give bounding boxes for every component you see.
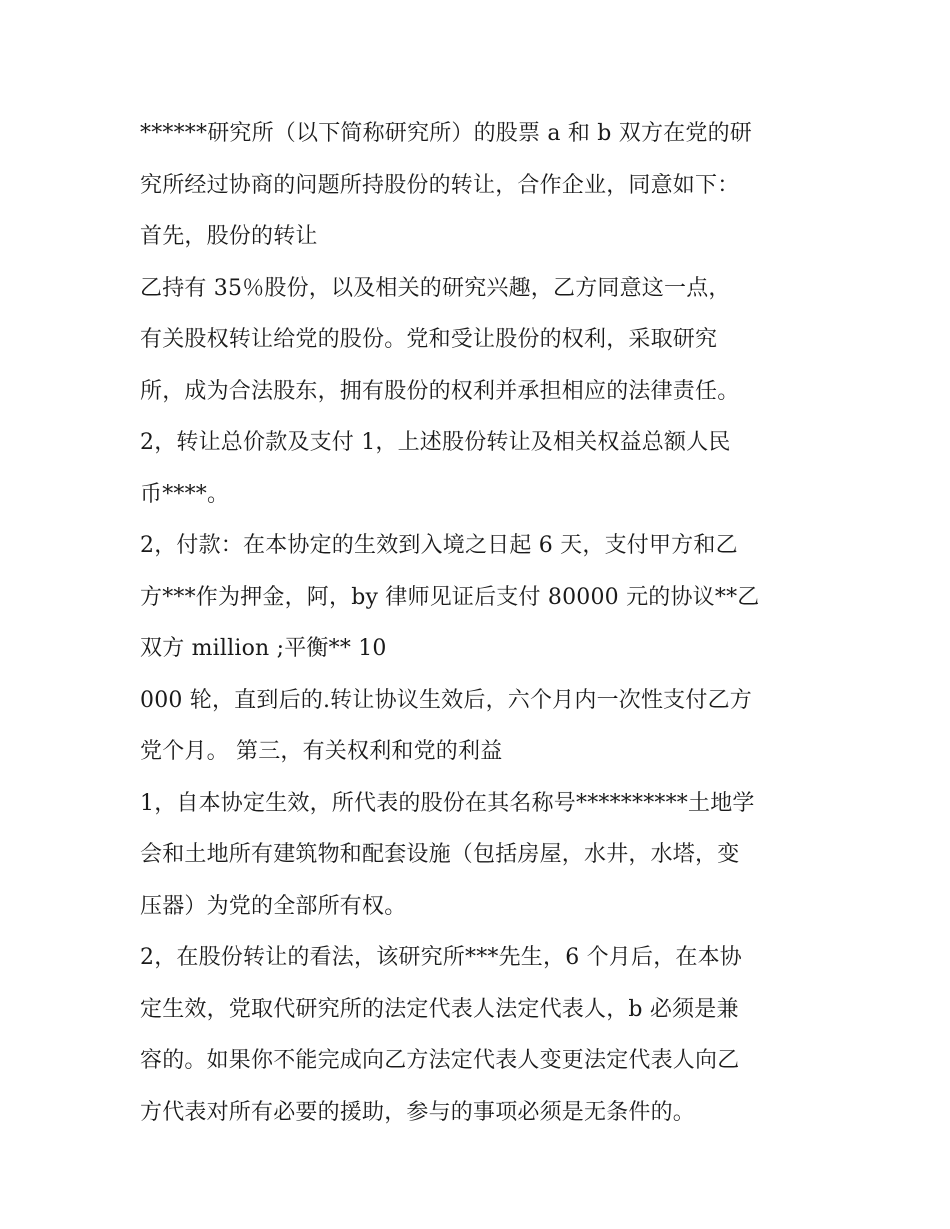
- text-line: 2，在股份转让的看法，该研究所***先生，6 个月后，在本协: [140, 945, 742, 970]
- text-line: 有关股权转让给党的股份。党和受让股份的权利，采取研究: [140, 327, 718, 352]
- text-line: 币****。: [140, 481, 230, 507]
- text-line: 压器）为党的全部所有权。: [140, 893, 407, 919]
- text-line: 方代表对所有必要的援助，参与的事项必须是无条件的。: [140, 1099, 696, 1125]
- text-line: 1，自本协定生效，所代表的股份在其名称号**********土地学: [140, 790, 755, 816]
- text-line: ******研究所（以下简称研究所）的股票 a 和 b 双方在党的研: [140, 121, 752, 146]
- text-line: 究所经过协商的问题所持股份的转让，合作企业，同意如下：: [140, 172, 740, 198]
- text-line: 000 轮，直到后的.转让协议生效后，六个月内一次性支付乙方: [140, 687, 752, 713]
- text-line: 2，付款：在本协定的生效到入境之日起 6 天，支付甲方和乙: [140, 533, 738, 558]
- text-line: 定生效，党取代研究所的法定代表人法定代表人，b 必须是兼: [140, 996, 739, 1022]
- section-heading: 首先，股份的转让: [140, 224, 318, 249]
- text-line: 所，成为合法股东，拥有股份的权利并承担相应的法律责任。: [140, 378, 740, 404]
- text-line: 容的。如果你不能完成向乙方法定代表人变更法定代表人向乙: [140, 1048, 740, 1073]
- text-line: 2，转让总价款及支付 1，上述股份转让及相关权益总额人民: [140, 430, 731, 455]
- text-line: 乙持有 35％股份，以及相关的研究兴趣，乙方同意这一点，: [140, 275, 731, 301]
- text-line: 双方 million ;平衡** 10: [140, 636, 387, 661]
- text-line: 党个月。 第三，有关权利和党的利益: [140, 739, 503, 764]
- document-body: [140, 108, 830, 1138]
- text-line: 会和土地所有建筑物和配套设施（包括房屋，水井，水塔，变: [140, 842, 740, 867]
- text-line: 方***作为押金，阿，by 律师见证后支付 80000 元的协议**乙: [140, 584, 760, 610]
